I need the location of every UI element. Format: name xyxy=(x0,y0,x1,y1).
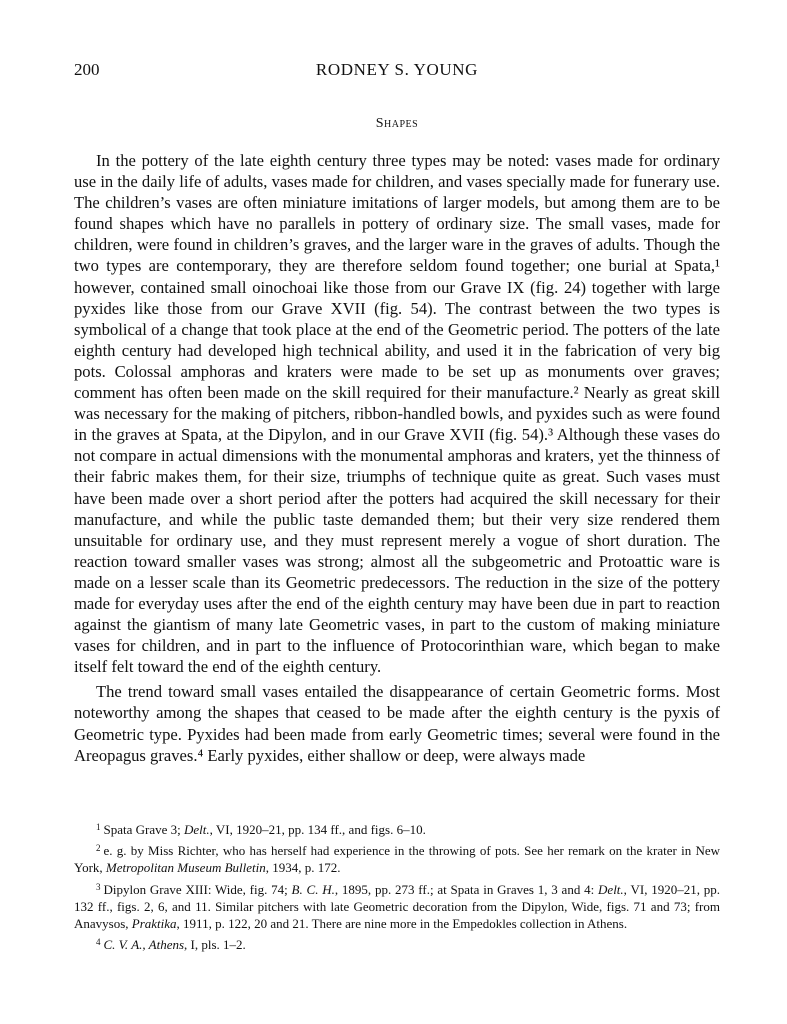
page-header xyxy=(74,60,720,82)
footnote-text: Dipylon Grave XIII: Wide, fig. 74; B. C. H., 1895, pp. 273 ff.; at Spata in Graves 1, 3 and 4: Delt., VI, 1920–21, pp. 132 ff., figs. 2, 6, and 11. Similar pitchers with late Geometric decoration from the Dipylon, Wide, figs. 71 and 73; from Anavysos, Praktika, 1911, p. 122, 20 and 21. There are nine more in the Empedokles collection in Athens. xyxy=(74,881,721,932)
footnote-text: e. g. by Miss Richter, who has herself had experience in the throwing of pots. See her remark on the krater in New York, Metropolitan Museum Bulletin, 1934, p. 172. xyxy=(74,843,720,876)
footnote xyxy=(74,840,720,876)
footnote-mark: 1 xyxy=(96,822,101,832)
footnote xyxy=(74,934,720,953)
paragraph-1: In the pottery of the late eighth century three types may be noted: vases made for ordinary use in the daily life of adults, vases made for children, and vases specially made for funerary use. The children’s vases are often miniature imitations of larger models, but among them are to be found shapes which have no parallels in pottery of ordinary size. The small vases, made for children, were found in children’s graves, and the larger ware in the graves of adults. Though the two types are contemporary, they are therefore seldom found together; one burial at Spata,¹ however, contained small oinochoai like those from our Grave IX (fig. 24) together with large pyxides like those from our Grave XVII (fig. 54). The contrast between the two types is symbolical of a change that took place at the end of the Geometric period. The potters of the late eighth century had developed high technical ability, and used it in the fabrication of very big pots. Colossal amphoras and kraters were made to be set up as monuments over graves; comment has often been made on the skill required for their manufacture.² Nearly as great skill was necessary for the making of pitchers, ribbon-handled bowls, and pyxides such as were found in the graves at Spata, at the Dipylon, and in our Grave XVII (fig. 54).³ Although these vases do not compare in actual dimensions with the monumental amphoras and kraters, yet the thinness of their fabric makes them, for their size, triumphs of technique quite as great. Such vases must have been made over a short period after the potters had acquired the skill necessary for their manufacture, and while the public taste demanded them; but their very size rendered them unsuitable for ordinary use, and they must represent merely a vogue of short duration. The reaction toward smaller vases was strong; almost all the subgeometric and Protoattic ware is made on a lesser scale than its Geometric predecessors. The reduction in the size of the pottery made for everyday uses after the end of the eighth century may have been due in part to reaction against the giantism of many late Geometric vases, in part to the custom of making miniature vases for children, and in part to the influence of Protocorinthian ware, which began to make itself felt toward the end of the eighth century. xyxy=(74,151,720,677)
paragraph-2: The trend toward small vases entailed the disappearance of certain Geometric forms. Most noteworthy among the shapes that ceased to be made after the eighth century is the pyxis of Geometric type. Pyxides had been made from early Geometric times; several were found in the Areopagus graves.⁴ Early pyxides, either shallow or deep, were always made xyxy=(74,682,720,765)
footnote-mark: 2 xyxy=(96,843,101,854)
footnote-mark: 3 xyxy=(96,881,101,892)
section-title: Shapes xyxy=(375,116,419,131)
body-text xyxy=(74,150,720,766)
footnotes xyxy=(74,819,720,955)
footnote xyxy=(74,879,720,933)
footnote-text: C. V. A., Athens, I, pls. 1–2. xyxy=(103,937,246,953)
footnote-mark: 4 xyxy=(96,937,101,948)
running-head: RODNEY S. YOUNG xyxy=(315,60,479,79)
page-number: 200 xyxy=(74,60,100,79)
footnote xyxy=(74,819,720,838)
footnote-text: Spata Grave 3; Delt., VI, 1920–21, pp. 134 ff., and figs. 6–10. xyxy=(103,822,426,837)
